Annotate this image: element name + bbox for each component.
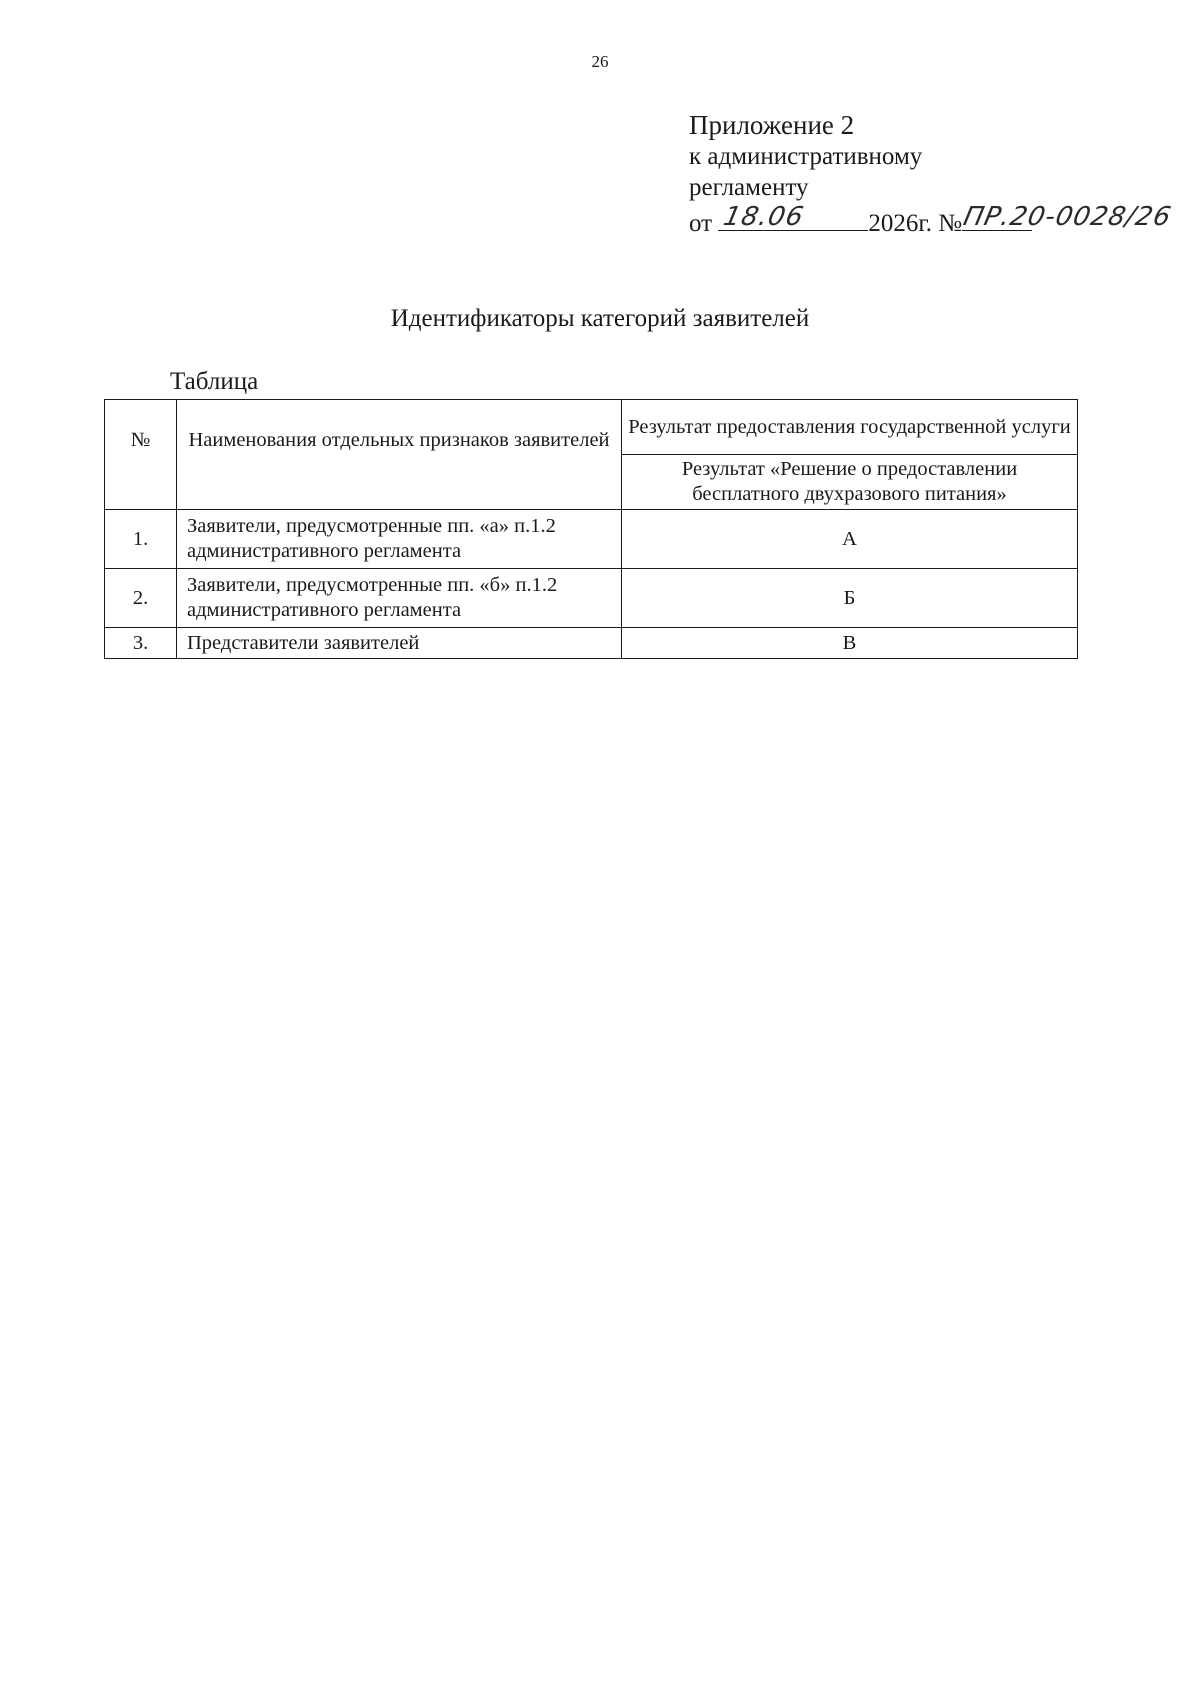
row-num: 2. <box>105 569 177 628</box>
row-name: Представители заявителей <box>177 628 622 659</box>
appendix-block <box>689 110 1175 239</box>
table-header-row <box>105 400 1078 455</box>
date-field <box>718 203 868 231</box>
page-number: 26 <box>591 52 609 71</box>
row-result: В <box>622 628 1078 659</box>
appendix-line-3: регламенту <box>689 174 809 201</box>
categories-table <box>104 399 1078 659</box>
appendix-line-2: к административному <box>689 143 923 170</box>
document-title: Идентификаторы категорий заявителей <box>390 305 810 332</box>
number-field <box>960 202 1175 232</box>
date-prefix: от <box>689 210 713 237</box>
row-result: Б <box>622 569 1078 628</box>
table-row <box>105 569 1078 628</box>
table-caption: Таблица <box>170 368 259 395</box>
header-result-group: Результат предоставления государственной услуги <box>622 400 1078 455</box>
handwritten-date: 18.06 <box>721 202 807 232</box>
row-result: А <box>622 510 1078 569</box>
year-text: 2026г. № <box>868 210 963 237</box>
appendix-title: Приложение 2 <box>689 110 855 140</box>
row-num: 1. <box>105 510 177 569</box>
row-name: Заявители, предусмотренные пп. «б» п.1.2 административного регламента <box>177 569 622 628</box>
appendix-date-line <box>689 202 1175 239</box>
header-result: Результат «Решение о предоставлении бесплатного двухразового питания» <box>622 455 1078 510</box>
row-num: 3. <box>105 628 177 659</box>
table-row <box>105 628 1078 659</box>
header-num: № <box>105 400 177 510</box>
row-name: Заявители, предусмотренные пп. «а» п.1.2 административного регламента <box>177 510 622 569</box>
table-row <box>105 510 1078 569</box>
header-name: Наименования отдельных признаков заявителей <box>177 400 622 510</box>
handwritten-number: ПР.20-0028/26 <box>960 202 1175 232</box>
